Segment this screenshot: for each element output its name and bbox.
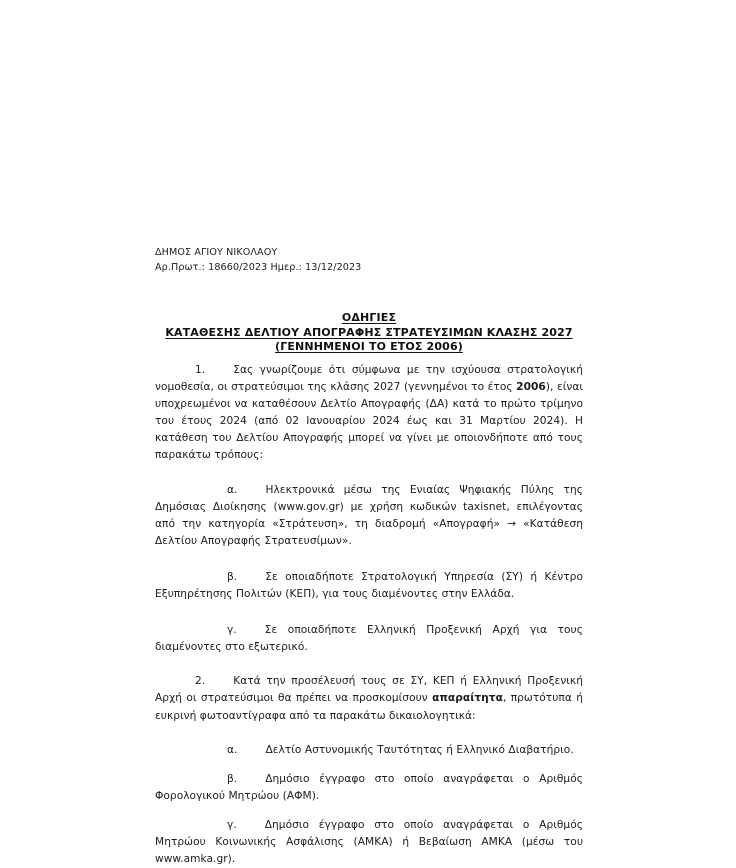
letterhead [155, 245, 585, 275]
title-line-3-text: (ΓΕΝΝΗΜΕΝΟΙ ΤΟ ΕΤΟΣ 2006) [275, 340, 463, 354]
list-item-1b [155, 569, 583, 603]
protocol-and-date: Αρ.Πρωτ.: 18660/2023 Ημερ.: 13/12/2023 [155, 262, 362, 273]
list-item-2c [155, 817, 583, 868]
title-line-1-text: ΟΔΗΓΙΕΣ [341, 311, 397, 324]
document-body [155, 362, 583, 868]
list-item-1a-text: Ηλεκτρονικά μέσω της Ενιαίας Ψηφιακής Πύλης της Δημόσιας Διοίκησης (www.gov.gr) με χρήση κωδικών taxisnet, επιλέγοντας από την κατηγορία «Στράτευση», τη διαδρομή «Απογραφή» → «Κατάθεση Δελτίου Απογραφής Στρατευσίμων». [155, 483, 583, 547]
list-item-1c [155, 622, 583, 656]
paragraph-2-text-after: , πρωτότυπα ή ευκρινή φωτοαντίγραφα από τα παρακάτω δικαιολογητικά: [155, 692, 584, 722]
list-item-1a [155, 482, 583, 550]
list-item-2b [155, 771, 583, 805]
list-item-1a-marker: α. [227, 483, 238, 496]
title-line-1 [155, 311, 583, 326]
list-item-2b-marker: β. [227, 772, 238, 785]
list-item-1b-text: Σε οποιαδήποτε Στρατολογική Υπηρεσία (ΣΥ) ή Κέντρο Εξυπηρέτησης Πολιτών (ΚΕΠ), για τους διαμένοντες στην Ελλάδα. [155, 570, 583, 601]
list-item-2a-marker: α. [227, 743, 238, 756]
list-item-2c-marker: γ. [227, 818, 237, 831]
list-item-1c-marker: γ. [227, 624, 237, 637]
list-item-1c-text: Σε οποιαδήποτε Ελληνική Προξενική Αρχή για τους διαμένοντες στο εξωτερικό. [155, 624, 583, 654]
title-line-2 [155, 326, 583, 341]
paragraph-1-bold-year: 2006 [516, 381, 546, 394]
paragraph-2-bold-word: απαραίτητα [432, 692, 503, 705]
paragraph-2-text-before: Κατά την προσέλευσή τους σε ΣΥ, ΚΕΠ ή Ελληνική Προξενική Αρχή οι στρατεύσιμοι θα πρέπει να προσκομίσουν [155, 675, 583, 705]
list-item-1b-marker: β. [227, 570, 238, 583]
list-item-2a-text: Δελτίο Αστυνομικής Ταυτότητας ή Ελληνικό Διαβατήριο. [265, 743, 574, 756]
title-line-2-text: ΚΑΤΑΘΕΣΗΣ ΔΕΛΤΙΟΥ ΑΠΟΓΡΑΦΗΣ ΣΤΡΑΤΕΥΣΙΜΩΝ ΚΛΑΣΗΣ 2027 [165, 325, 573, 339]
paragraph-2-marker: 2. [195, 675, 206, 688]
paragraph-1 [155, 362, 583, 465]
paragraph-1-text-before: Σας γνωρίζουμε ότι σύμφωνα με την ισχύουσα στρατολογική νομοθεσία, οι στρατεύσιμοι της κλάσης 2027 (γεννημένοι το έτος [155, 364, 583, 394]
list-item-2c-text: Δημόσιο έγγραφο στο οποίο αναγράφεται ο Αριθμός Μητρώου Κοινωνικής Ασφάλισης (ΑΜΚΑ) ή Βεβαίωση ΑΜΚΑ (μέσω του www.amka.gr). [155, 818, 583, 866]
paragraph-1-marker: 1. [195, 364, 206, 376]
paragraph-1-text-after: ), είναι υποχρεωμένοι να καταθέσουν Δελτίο Απογραφής (ΔΑ) κατά το πρώτο τρίμηνο του έτους 2024 (από 02 Ιανουαρίου 2024 έως και 31 Μαρτίου 2024). Η κατάθεση του Δελτίου Απογραφής μπορεί να γίνει με οποιονδήποτε από τους παρακάτω τρόπους: [155, 381, 583, 462]
list-item-2a [155, 742, 583, 759]
list-item-2b-text: Δημόσιο έγγραφο στο οποίο αναγράφεται ο Αριθμός Φορολογικού Μητρώου (ΑΦΜ). [155, 772, 583, 802]
title-line-3 [155, 340, 583, 355]
document-title [155, 311, 583, 355]
paragraph-2 [155, 673, 583, 724]
municipality-name: ΔΗΜΟΣ ΑΓΙΟΥ ΝΙΚΟΛΑΟΥ [155, 247, 278, 258]
